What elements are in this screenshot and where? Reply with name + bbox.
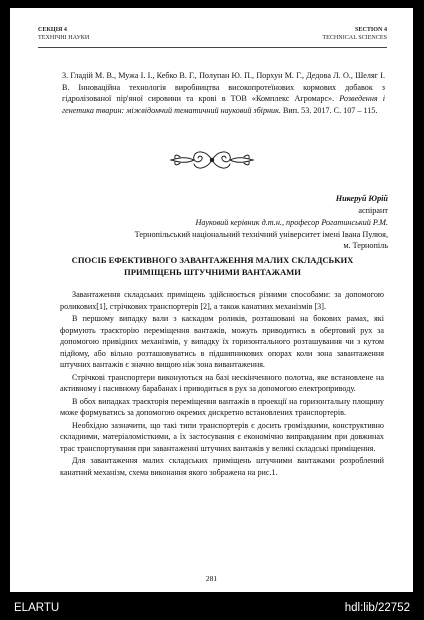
reference-item <box>62 70 385 116</box>
title-line-2: ПРИМІЩЕНЬ ШТУЧНИМИ ВАНТАЖАМИ <box>124 267 301 278</box>
paragraph: Необхідно зазначити, що такі типи транспортерів є досить громіздкими, конструктивно складними, матеріаломісткими, а їх застосування є економічно виправданим при довжинах трас транспортування при завантаженні штучних вантажів у великі складські приміщення. <box>60 420 384 453</box>
section-subject-en: TECHNICAL SCIENCES <box>322 35 387 41</box>
reference-tail: Вип. 53. 2017. С. 107 – 115. <box>280 105 378 115</box>
paragraph: В обох випадках траєкторія переміщення вантажів в проекції на горизонтальну площину може формуватись за допомогою окремих дискретно встановлених транспортерів. <box>60 396 384 418</box>
paragraph: Завантаження складських приміщень здійснюється різними способами: за допомогою роликових[1], стрічкових транспортерів [2], а також канатних механізмів [3]. <box>60 290 384 311</box>
document-page <box>10 8 413 592</box>
header-rule <box>38 47 387 48</box>
supervisor: Науковий керівник д.т.н., професор Рогатинський Р.М. <box>195 218 388 227</box>
author-role: аспірант <box>358 206 388 215</box>
paragraph: В першому випадку вали з каскадом роликів, розташовані на бокових рамах, які формують траєкторію переміщення вантажів, можуть приводитись в обертовий рух за допомогою привідних механізмів, у випадку їх горизонтального розташування чи з кутом підйому, або вільно розташовуватись в підшипникових опорах коли зона завантаження штучних вантажів є значно вищою ніж зона вивантаження. <box>60 313 384 370</box>
section-subject: ТЕХНІЧНІ НАУКИ <box>38 35 90 41</box>
affiliation: Тернопільський національний технічний університет імені Івана Пулюя, <box>134 229 388 239</box>
paragraph: Стрічкові транспортери виконуються на базі нескінченного полотна, яке встановлене на активному і пасивному барабанах і приводиться в рух за допомогою електроприводу. <box>60 372 384 394</box>
title-line-1: СПОСІБ ЕФЕКТИВНОГО ЗАВАНТАЖЕННЯ МАЛИХ СКЛАДСЬКИХ <box>71 255 354 265</box>
viewer-footer <box>0 596 424 620</box>
page-number: 281 <box>205 574 218 583</box>
author-block <box>336 193 388 217</box>
city: м. Тернопіль <box>343 241 388 251</box>
affiliation-block <box>130 217 388 252</box>
ornament-divider-icon <box>168 146 256 174</box>
handle-label: hdl:lib/22752 <box>344 602 410 614</box>
header-left <box>38 26 89 42</box>
repository-label: ELARTU <box>14 602 60 614</box>
article-body <box>60 289 384 479</box>
section-label: СЕКЦІЯ 4 <box>38 27 67 33</box>
author-name: Никеруй Юрій <box>335 194 388 203</box>
article-title <box>50 254 375 278</box>
header-right <box>322 26 387 42</box>
reference-journal: Розведення і генетика тварин: міжвідомчий тематичний науковий збірник. <box>62 94 385 115</box>
reference-text: 3. Гладій М. В., Мужа І. І., Кебко В. Г., Полупан Ю. П., Порхун М. Г., Дедова Л. О., Шеляг І. В. Інноваційна технологія виробництва високопротеїнових кормових добавок з гідролізованої пір'яної сировини та крові в ТОВ «Комплекс Агромарс». <box>62 71 385 103</box>
section-label-en: SECTION 4 <box>354 27 387 33</box>
paragraph: Для завантаження малих складських приміщень штучними вантажами розроблений канатний механізм, схема виконання якого зображена на рис.1. <box>60 456 384 477</box>
